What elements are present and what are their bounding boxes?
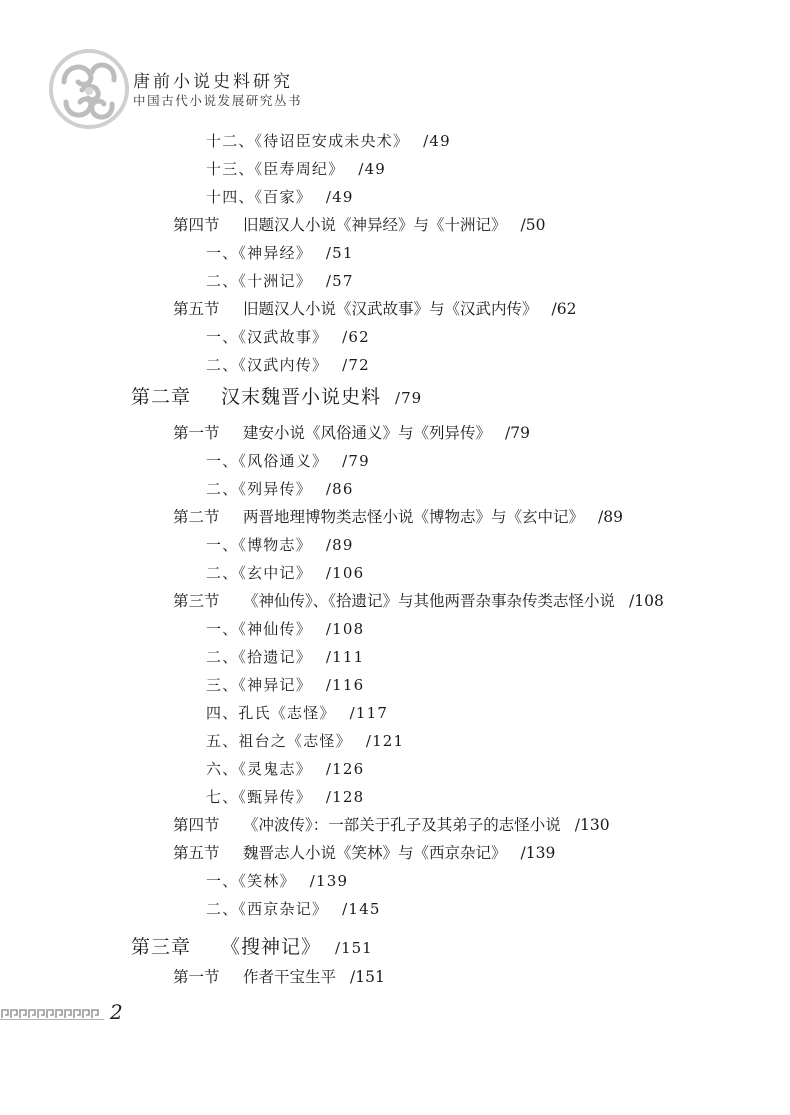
toc-title: 汉末魏晋小说史料	[221, 386, 382, 408]
toc-page-number: /139	[309, 872, 349, 890]
toc-title: 二、《玄中记》	[206, 564, 312, 582]
toc-title: 二、《汉武内传》	[206, 356, 329, 374]
toc-section	[173, 591, 664, 611]
toc-page-number: /108	[629, 592, 664, 610]
toc-subsection	[206, 675, 364, 695]
toc-subsection	[206, 535, 354, 555]
toc-title: 二、《西京杂记》	[206, 900, 329, 918]
toc-page-number: /117	[349, 704, 389, 722]
book-series: 中国古代小说发展研究丛书	[133, 93, 303, 108]
toc-page-number: /49	[358, 160, 387, 178]
toc-title: 六、《灵鬼志》	[206, 760, 312, 778]
toc-title: 十四、《百家》	[206, 188, 312, 206]
toc-page-number: /151	[350, 968, 385, 986]
toc-page-number: /49	[423, 132, 451, 150]
toc-title: 二、《十洲记》	[206, 272, 312, 290]
book-title: 唐前小说史料研究	[133, 72, 293, 92]
toc-title: 二、《拾遗记》	[206, 648, 312, 666]
toc-subsection	[206, 355, 370, 375]
toc-page-number: /130	[574, 816, 610, 834]
toc-title: 《冲波传》：一部关于孔子及其弟子的志怪小说	[243, 816, 561, 834]
toc-subsection	[206, 647, 364, 667]
toc-subsection	[206, 759, 364, 779]
toc-page-number: /51	[325, 244, 354, 262]
toc-page-number: /79	[505, 424, 530, 442]
toc-page-number: /145	[342, 900, 381, 918]
toc-number: 第三节	[173, 592, 220, 610]
toc-section	[173, 967, 385, 987]
toc-number: 第二章	[131, 386, 192, 408]
toc-subsection	[206, 479, 354, 499]
toc-subsection	[206, 899, 381, 919]
toc-chapter	[131, 385, 422, 409]
toc-number: 第五节	[173, 300, 220, 318]
toc-page-number: /111	[325, 648, 365, 666]
toc-title: 三、《神异记》	[206, 676, 312, 694]
toc-title: 建安小说《风俗通义》与《列异传》	[243, 424, 492, 442]
toc-title: 《神仙传》、《拾遗记》与其他两晋杂事杂传类志怪小说	[243, 592, 616, 610]
toc-subsection	[206, 563, 364, 583]
toc-page-number: /126	[325, 760, 365, 778]
toc-subsection	[206, 159, 386, 179]
toc-subsection	[206, 871, 348, 891]
toc-title: 一、《汉武故事》	[206, 328, 329, 346]
toc-title: 两晋地理博物类志怪小说《博物志》与《玄中记》	[243, 508, 585, 526]
toc-title: 二、《列异传》	[206, 480, 312, 498]
toc-page-number: /62	[342, 328, 370, 346]
toc-title: 一、《神异经》	[206, 244, 312, 262]
toc-title: 四、孔氏《志怪》	[206, 704, 336, 722]
toc-title: 魏晋志人小说《笑林》与《西京杂记》	[243, 844, 507, 862]
toc-title: 七、《甄异传》	[206, 788, 312, 806]
toc-page-number: /128	[325, 788, 365, 806]
toc-page-number: /89	[598, 508, 623, 526]
toc-page-number: /50	[520, 216, 546, 234]
decorative-border-icon	[0, 1007, 104, 1021]
toc-title: 《搜神记》	[221, 936, 322, 958]
toc-number: 第四节	[173, 816, 220, 834]
toc-page-number: /57	[325, 272, 354, 290]
toc-subsection	[206, 787, 364, 807]
toc-number: 第三章	[131, 936, 192, 958]
toc-number: 第四节	[173, 216, 220, 234]
toc-section	[173, 815, 610, 835]
toc-number: 第一节	[173, 968, 220, 986]
toc-subsection	[206, 731, 404, 751]
toc-section	[173, 843, 555, 863]
toc-page-number: /151	[335, 939, 373, 957]
toc-subsection	[206, 187, 354, 207]
toc-page-number: /49	[325, 188, 354, 206]
toc-chapter	[131, 935, 373, 959]
toc-section	[173, 423, 530, 443]
toc-section	[173, 215, 545, 235]
toc-page-number: /121	[365, 732, 405, 750]
toc-number: 第一节	[173, 424, 220, 442]
toc-subsection	[206, 131, 451, 151]
toc-subsection	[206, 243, 354, 263]
toc-page-number: /116	[325, 676, 365, 694]
toc-title: 十二、《待诏臣安成未央术》	[206, 132, 410, 150]
toc-subsection	[206, 703, 388, 723]
toc-title: 一、《神仙传》	[206, 620, 312, 638]
toc-subsection	[206, 271, 354, 291]
toc-page-number: /72	[342, 356, 370, 374]
toc-page-number: /139	[520, 844, 556, 862]
toc-number: 第二节	[173, 508, 220, 526]
toc-page-number: /89	[325, 536, 354, 554]
toc-subsection	[206, 451, 370, 471]
toc-title: 作者干宝生平	[243, 968, 337, 986]
toc-page-number: /106	[325, 564, 365, 582]
toc-subsection	[206, 327, 370, 347]
toc-title: 一、《笑林》	[206, 872, 296, 890]
toc-page-number: /62	[551, 300, 577, 318]
toc-title: 五、祖台之《志怪》	[206, 732, 352, 750]
toc-page-number: /79	[342, 452, 370, 470]
toc-section	[173, 299, 576, 319]
toc-title: 一、《风俗通义》	[206, 452, 329, 470]
page-number: 2	[110, 1000, 123, 1024]
toc-subsection	[206, 619, 364, 639]
toc-page-number: /79	[395, 389, 423, 407]
toc-title: 旧题汉人小说《汉武故事》与《汉武内传》	[243, 300, 538, 318]
toc-page-number: /108	[325, 620, 365, 638]
toc-title: 一、《博物志》	[206, 536, 312, 554]
toc-number: 第五节	[173, 844, 220, 862]
toc-page-number: /86	[325, 480, 354, 498]
toc-title: 十三、《臣寿周纪》	[206, 160, 345, 178]
toc-section	[173, 507, 623, 527]
toc-title: 旧题汉人小说《神异经》与《十洲记》	[243, 216, 507, 234]
